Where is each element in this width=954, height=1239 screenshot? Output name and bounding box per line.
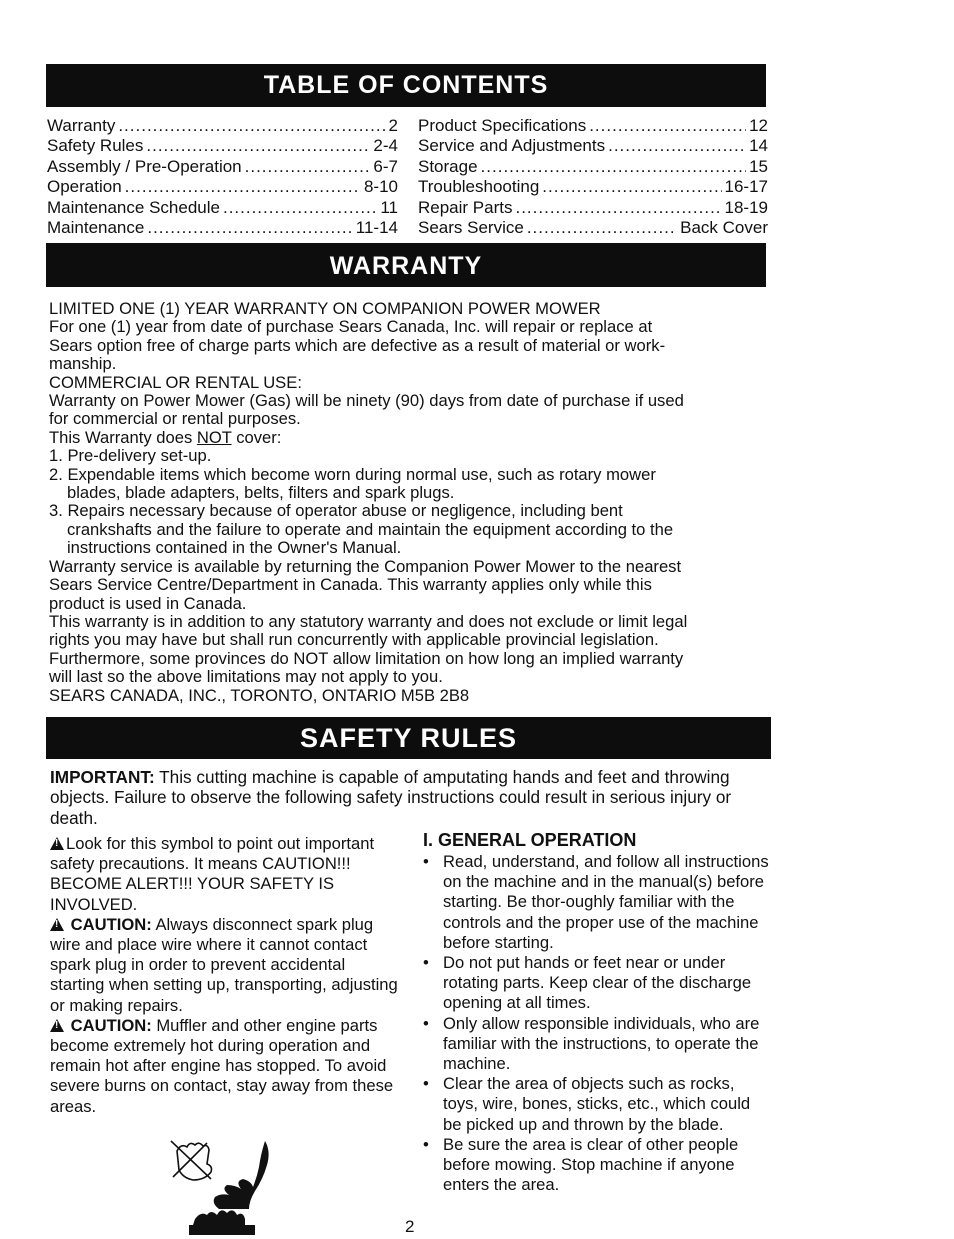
toc-entry-title: Product Specifications (418, 116, 587, 135)
safety-heading-banner (46, 717, 771, 759)
symbol-explanation-text: Look for this symbol to point out important safety precautions. It means CAUTION!!! BECOME ALERT!!! YOUR SAFETY IS INVOLVED. (50, 834, 375, 914)
toc-entry-title: Maintenance Schedule (47, 197, 220, 217)
bullet-dot: • (423, 852, 429, 871)
important-text: This cutting machine is capable of amputating hands and feet and throwing objects. Failure to observe the following safety instructions could result in serious injury or death. (50, 767, 732, 828)
general-operation-heading: I. GENERAL OPERATION (423, 830, 637, 850)
toc-entry[interactable] (418, 136, 768, 156)
not-cover-emphasis: NOT (196, 427, 232, 447)
toc-entry-page: 11-14 (355, 218, 398, 238)
toc-leader-dots (481, 157, 747, 177)
hot-surface-hand-icon (165, 1133, 283, 1237)
toc-entry-title: Assembly / Pre-Operation (47, 156, 242, 176)
toc-entry-page: 6-7 (373, 156, 398, 176)
safety-bullet (423, 1135, 773, 1196)
warranty-line: manship. (49, 354, 117, 374)
toc-entry-title: Safety Rules (47, 136, 144, 156)
toc-entry-title: Service and Adjustments (418, 136, 606, 156)
exclusion-item-2: 2. Expendable items which become worn during normal use, such as rotary mower (49, 464, 656, 484)
exclusion-item-3-cont: crankshafts and the failure to operate and maintain the equipment according to the (67, 519, 674, 539)
exclusion-item-3: 3. Repairs necessary because of operator abuse or negligence, including bent (49, 501, 623, 521)
toc-leader-dots (527, 218, 677, 238)
toc-entry-title: Storage (418, 156, 478, 176)
toc-leader-dots (223, 198, 377, 218)
warranty-body (49, 300, 774, 705)
toc-entry-page: Back Cover (680, 218, 768, 238)
toc-leader-dots (542, 177, 721, 197)
toc-heading-banner (46, 64, 766, 107)
warranty-line: will last so the above limitations may not apply to you. (49, 667, 443, 687)
warranty-address: SEARS CANADA, INC., TORONTO, ONTARIO M5B 2B8 (49, 685, 470, 705)
warranty-heading: WARRANTY (329, 252, 483, 280)
safety-bullet (423, 1014, 773, 1075)
warning-triangle-icon (50, 918, 64, 931)
warranty-line: Sears option free of charge parts which are defective as a result of material or work- (49, 335, 666, 355)
toc-entry-page: 16-17 (724, 177, 768, 197)
toc-entry-page: 8-10 (363, 177, 398, 197)
not-cover-prefix: This Warranty does (49, 427, 197, 447)
toc-leader-dots (146, 136, 370, 156)
warranty-not-cover-line (49, 429, 774, 447)
toc-entry-page: 18-19 (724, 197, 768, 217)
warranty-line: product is used in Canada. (49, 593, 247, 613)
important-label: IMPORTANT: (50, 767, 155, 787)
toc-entry-title: Warranty (47, 116, 116, 135)
safety-left-column (50, 834, 402, 1117)
warranty-heading-banner (46, 243, 766, 287)
page-number: 2 (405, 1217, 415, 1236)
bullet-text: Do not put hands or feet near or under rotating parts. Keep clear of the discharge opening at all times. (443, 953, 752, 1013)
toc-entry[interactable] (418, 198, 768, 218)
toc-entry-title: Operation (47, 177, 122, 197)
toc-leader-dots (125, 177, 361, 197)
toc-entry[interactable] (418, 218, 768, 238)
warranty-line: Warranty on Power Mower (Gas) will be ninety (90) days from date of purchase if used (49, 391, 684, 411)
toc-entry[interactable] (47, 198, 398, 218)
exclusion-item-2-cont: blades, blade adapters, belts, filters and spark plugs. (67, 483, 455, 503)
bullet-dot: • (423, 953, 429, 973)
toc-entry[interactable] (418, 177, 768, 197)
caution-disconnect (50, 915, 402, 1016)
toc-entry[interactable] (418, 116, 768, 136)
bullet-dot: • (423, 1013, 429, 1033)
toc-entry-page: 14 (749, 136, 768, 156)
bullet-text: Read, understand, and follow all instructions on the machine and in the manual(s) before starting. Be thor-oughly familiar with the controls and the proper use of the machine before starting. (443, 852, 769, 952)
exclusion-item-3-cont: instructions contained in the Owner's Manual. (67, 538, 402, 558)
caution-text: Muffler and other engine parts become extremely hot during operation and remain hot after engine has stopped. To avoid severe burns on contact, stay away from these areas. (50, 1015, 394, 1116)
toc-left-column (47, 116, 398, 238)
toc-entry-page: 2-4 (373, 136, 398, 156)
warranty-line: Furthermore, some provinces do NOT allow limitation on how long an implied warranty (49, 648, 684, 668)
bullet-text: Be sure the area is clear of other people before mowing. Stop machine if anyone enters the area. (443, 1134, 739, 1195)
toc-entry-page: 12 (749, 116, 768, 135)
warranty-line: For one (1) year from date of purchase Sears Canada, Inc. will repair or replace at (49, 317, 653, 337)
bullet-dot: • (423, 1074, 429, 1094)
safety-bullet (423, 953, 773, 1014)
exclusion-item-1: 1. Pre-delivery set-up. (49, 446, 212, 466)
toc-leader-dots (118, 116, 385, 136)
important-notice (50, 767, 770, 828)
not-cover-suffix: cover: (231, 427, 282, 447)
warranty-line: This warranty is in addition to any statutory warranty and does not exclude or limit legal (49, 611, 688, 631)
warranty-line: Warranty service is available by returning the Companion Power Mower to the nearest (49, 556, 682, 576)
toc-leader-dots (608, 136, 746, 156)
toc-entry-page: 15 (749, 156, 768, 176)
safety-right-column (423, 829, 773, 1195)
toc-leader-dots (147, 218, 352, 238)
toc-entry[interactable] (47, 116, 398, 136)
bullet-text: Clear the area of objects such as rocks, toys, wire, bones, sticks, etc., which could be picked up and thrown by the blade. (443, 1074, 751, 1134)
warranty-line: LIMITED ONE (1) YEAR WARRANTY ON COMPANION POWER MOWER (49, 299, 601, 318)
caution-hot-parts (50, 1016, 402, 1117)
warranty-line: COMMERCIAL OR RENTAL USE: (49, 372, 302, 392)
safety-bullet (423, 1074, 773, 1135)
toc-entry-page: 11 (380, 197, 398, 217)
toc-leader-dots (589, 116, 746, 136)
caution-label: CAUTION: (70, 914, 152, 934)
toc-entry[interactable] (47, 218, 398, 238)
safety-heading: SAFETY RULES (299, 723, 518, 753)
toc-heading: TABLE OF CONTENTS (263, 71, 549, 99)
toc-entry-page: 2 (388, 116, 398, 135)
symbol-explanation (50, 834, 402, 915)
warning-triangle-icon (50, 1019, 64, 1032)
warranty-line: Sears Service Centre/Department in Canada. This warranty applies only while this (49, 575, 652, 595)
toc-leader-dots (245, 157, 371, 177)
warranty-line: for commercial or rental purposes. (49, 409, 301, 429)
toc-entry[interactable] (47, 177, 398, 197)
toc-right-column (418, 116, 768, 238)
toc-entry[interactable] (418, 157, 768, 177)
warranty-line: rights you may have but shall run concurrently with applicable provincial legislation. (49, 630, 659, 650)
toc-entry[interactable] (47, 157, 398, 177)
toc-entry-title: Troubleshooting (418, 177, 540, 197)
caution-label: CAUTION: (70, 1015, 152, 1035)
toc-entry-title: Sears Service (418, 218, 524, 238)
bullet-dot: • (423, 1134, 429, 1154)
toc-entry-title: Maintenance (47, 218, 145, 238)
warning-triangle-icon (50, 837, 64, 850)
toc-entry-title: Repair Parts (418, 197, 513, 217)
toc-entry[interactable] (47, 136, 398, 156)
toc-leader-dots (515, 198, 721, 218)
bullet-text: Only allow responsible individuals, who are familiar with the instructions, to operate the machine. (443, 1013, 760, 1074)
caution-text: Always disconnect spark plug wire and place wire where it cannot contact spark plug in order to prevent accidental starting when setting up, transporting, adjusting or making repairs. (50, 914, 398, 1015)
safety-bullet (423, 852, 773, 953)
